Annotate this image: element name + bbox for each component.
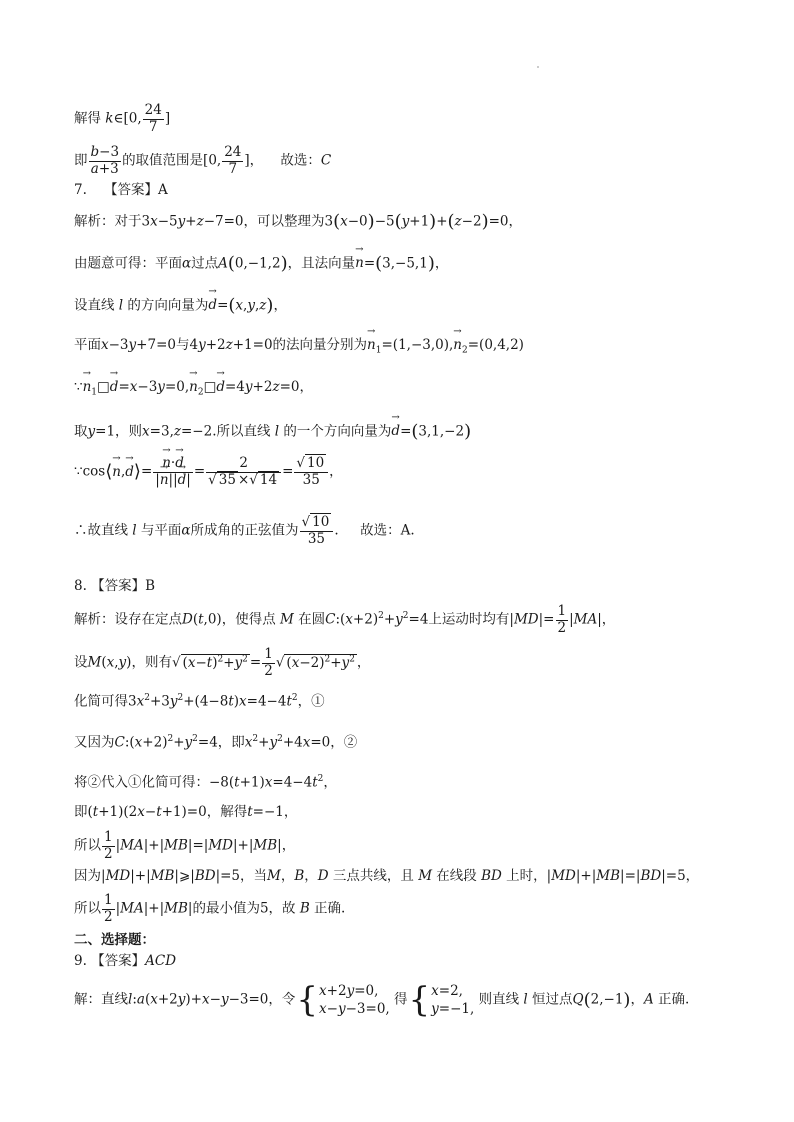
q8-conclusion: 所以 $\frac{1}{2}$ |MA|+|MB|的最小值为5，故 B 正确. <box>74 892 346 925</box>
q9-answer-heading: 9. 【答案】ACD <box>74 953 177 969</box>
q7-analysis-plane: 解析：对于3x−5y+z−7=0，可以整理为3(x−0)−5(y+1)+(z−2)=0， <box>74 211 523 232</box>
q7-normals: 平面x−3y+7=0与4y+2z+1=0的法向量分别为→ $n_1=(1,-3,0),\to n_2=(0,4,2)$ <box>74 337 524 356</box>
q8-set-m: 设M(x,y)，则有√ $(x-t)^2+y^2$ = $\frac{1}{2}$ √ $(x-2)^2+y^2$ ， <box>74 646 371 679</box>
q7-direction-vector: 设直线 l 的方向向量为→ d=(x,y,z)， <box>74 295 287 317</box>
q7-cosine: ∵cos⟨→ n,→ d⟩= → $\frac{n\cdot\to d}{|\to n||\to d|}$ = $\frac{2}{√ 35 \times√ 14}$ = $\frac{√ 10}{35}$ ， <box>74 456 343 488</box>
scan-speck <box>537 66 539 68</box>
q7-take-y: 取y=1，则x=3,z=−2.所以直线 l 的一个方向向量为→ d=(3,1,−2) <box>74 421 471 443</box>
q7-conclusion: ∴故直线 l 与平面α所成角的正弦值为 $\frac{√ 10}{35}$ . 故选：A. <box>74 514 415 547</box>
q7-plane-point-normal: 由题意可得：平面α过点A(0,−1,2)，且法向量→ n=(3,−5,1)， <box>74 253 448 275</box>
q8-inequality: 因为|MD|+|MB|⩾|BD|=5，当M，B，D 三点共线，且 M 在线段 BD 上时，|MD|+|MB|=|BD|=5， <box>74 868 700 884</box>
q8-answer-heading: 8. 【答案】B <box>74 578 156 594</box>
q7-dot-products: ∵→ $n_1□\to d=x-3y=0,\to$ $n_2□\to d=4y+2z=0$， <box>74 379 313 398</box>
q8-solve-t: 即(t+1)(2x−t+1)=0，解得t=−1， <box>74 804 298 820</box>
line-solve-k: 解得 k∈[0, $\frac{24}{7}$ ] <box>74 102 171 135</box>
q8-analysis: 解析：设存在定点D(t,0)，使得点 M 在圆$C:(x+2)^2+y^2=4$上运动时均有|MD|= $\frac{1}{2}$ |MA|， <box>74 603 616 636</box>
section-heading-choice: 二、选择题： <box>74 932 155 948</box>
q8-simplify-1: 化简可得$3x^2+3y^2+(4-8t)x=4-4t^2$，① <box>74 693 325 710</box>
q7-answer-heading: 7. 【答案】A <box>74 182 168 198</box>
line-range-answer: 即 $\frac{b-3}{a+3}$ 的取值范围是[0, $\frac{24}{7}$ ]， 故选：C <box>74 144 332 177</box>
q8-therefore-1: 所以 $\frac{1}{2}$ |MA|+|MB|=|MD|+|MB|， <box>74 829 296 862</box>
q8-circle-eq: 又因为$C:(x+2)^2+y^2=4$，即$x^2+y^2+4x=0$，② <box>74 734 358 751</box>
q8-substitute: 将②代入①化简可得：$-8(t+1)x=4-4t^2$， <box>74 774 337 791</box>
q9-solution: 解：直线l:a(x+2y)+x−y−3=0，令{x+2y=0, x−y−3=0, 得{x=2, y=−1, 则直线 l 恒过点Q(2,−1)，A 正确. <box>74 980 690 1021</box>
